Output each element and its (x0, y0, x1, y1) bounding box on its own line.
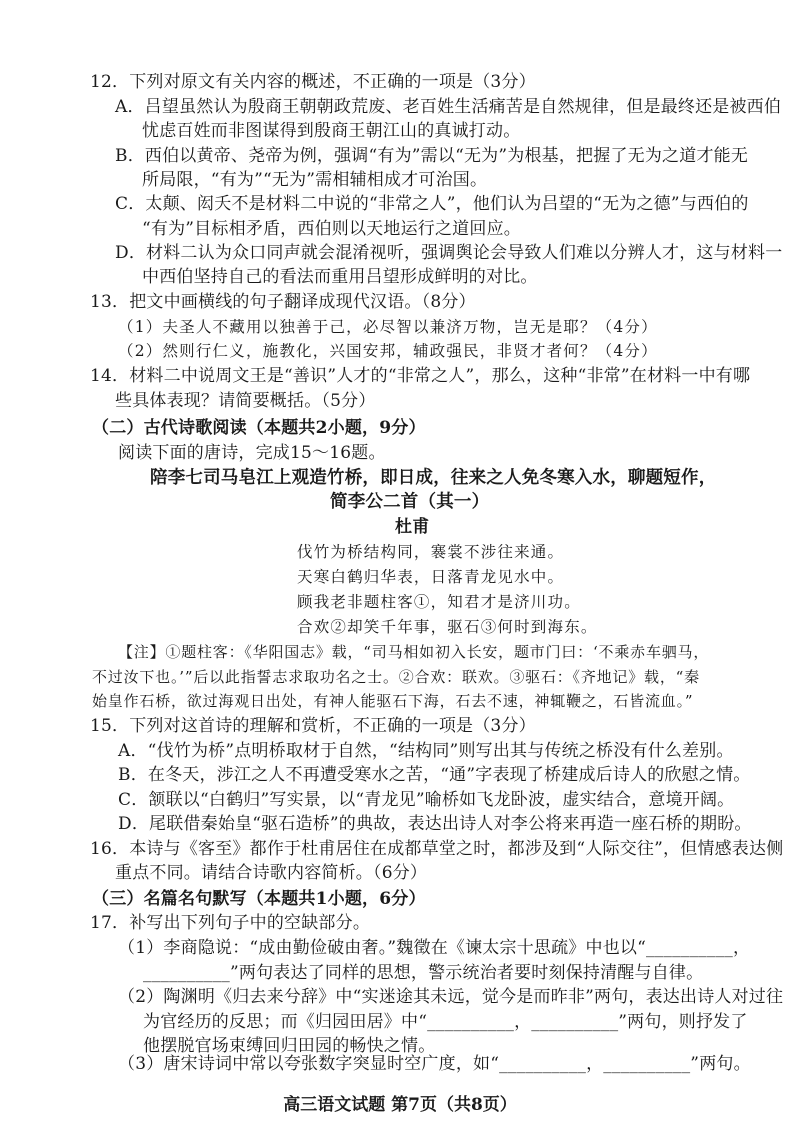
q17-item2-line1: （2）陶渊明《归去来兮辞》中“实迷途其未远，觉今是而昨非”两句，表达出诗人对过往 (118, 987, 784, 1007)
q12-option-d-line2: 中西伯坚持自己的看法而重用吕望形成鲜明的对比。 (142, 267, 538, 287)
q15-option-c: C．颔联以“白鹤归”写实景，以“青龙见”喻桥如飞龙卧波，虚实结合，意境开阔。 (118, 790, 735, 810)
q13-sentence-2: （2）然则行仁义，施教化，兴国安邦，辅政强民，非贤才者何？（4分） (118, 342, 658, 360)
q16-line2: 重点不同。请结合诗歌内容简析。（6分） (115, 863, 428, 883)
q17-item1-line1: （1）李商隐说：“成由勤俭破由奢。”魏徵在《谏太宗十思疏》中也以“__________， (118, 938, 751, 958)
poem-note-line2: 不过汝下也。’”后以此指誓志求取功名之士。②合欢：联欢。③驱石：《齐地记》载，“秦 (92, 668, 700, 686)
q12-option-b-line2: 所局限，“有为”“无为”需相辅相成才可治国。 (142, 170, 488, 190)
q12-stem: 12．下列对原文有关内容的概述，不正确的一项是（3分） (90, 72, 536, 92)
q13-sentence-1: （1）夫圣人不藏用以独善于己，必尽智以兼济万物，岂无是耶？（4分） (118, 318, 658, 336)
q12-option-d-line1: D．材料二认为众口同声就会混淆视听，强调舆论会导致人们难以分辨人才，这与材料一 (115, 243, 783, 263)
q17-item1-line2: __________”两句表达了同样的思想，警示统治者要时刻保持清醒与自律。 (143, 963, 704, 983)
poem-line-3: 顾我老非题柱客①，知君才是济川功。 (297, 593, 581, 611)
poem-note-line1: 【注】①题柱客：《华阳国志》载，“司马相如初入长安，题市门曰：‘不乘赤车驷马， (118, 643, 710, 661)
poem-line-4: 合欢②却笑千年事，驱石③何时到海东。 (297, 618, 598, 636)
q15-option-d: D．尾联借秦始皇“驱石造桥”的典故，表达出诗人对李公将来再造一座石桥的期盼。 (118, 814, 752, 834)
q12-option-c-line2: “有为”目标相矛盾，西伯则以天地运行之道回应。 (142, 219, 521, 239)
q17-item2-line2: 为官经历的反思；而《归园田居》中“__________，__________”两句，则抒发了 (143, 1012, 748, 1032)
poem-title-line2: 简李公二首（其一） (330, 492, 490, 512)
q12-option-a-line1: A．吕望虽然认为殷商王朝朝政荒废、老百姓生活痛苦是自然规律，但是最终还是被西伯 (115, 97, 782, 117)
q17-item2-line3: 他摆脱官场束缚回归田园的畅快之情。 (143, 1036, 436, 1056)
q12-option-b-line1: B．西伯以黄帝、尧帝为例，强调“有为”需以“无为”为根基，把握了无为之道才能无 (115, 146, 749, 166)
poem-line-2: 天寒白鹤归华表，日落青龙见水中。 (297, 568, 565, 586)
q15-stem: 15．下列对这首诗的理解和赏析，不正确的一项是（3分） (90, 716, 536, 736)
q16-line1: 16．本诗与《客至》都作于杜甫居住在成都草堂之时，都涉及到“人际交往”，但情感表达侧 (90, 839, 784, 859)
poetry-intro: 阅读下面的唐诗，完成15～16题。 (118, 443, 386, 463)
section-poetry-heading: （二）古代诗歌阅读（本题共2小题，9分） (92, 418, 426, 438)
q12-option-c-line1: C．太颠、闳夭不是材料二中说的“非常之人”，他们认为吕望的“无为之德”与西伯的 (115, 194, 749, 214)
q15-option-b: B．在冬天，涉江之人不再遭受寒水之苦，“通”字表现了桥建成后诗人的欣慰之情。 (118, 765, 751, 785)
q12-option-a-line2: 忧虑百姓而非图谋得到殷商王朝江山的真诚打动。 (142, 121, 521, 141)
page-footer: 高三语文试题 第7页（共8页） (283, 1095, 517, 1115)
q13-stem: 13．把文中画横线的句子翻译成现代汉语。（8分） (90, 292, 476, 312)
poem-title-line1: 陪李七司马皂江上观造竹桥，即日成，往来之人免冬寒入水，聊题短作， (150, 468, 717, 488)
q15-option-a: A．“伐竹为桥”点明桥取材于自然，“结构同”则写出其与传统之桥没有什么差别。 (118, 741, 734, 761)
section-recitation-heading: （三）名篇名句默写（本题共1小题，6分） (92, 889, 426, 909)
q14-line1: 14．材料二中说周文王是“善识”人才的“非常之人”，那么，这种“非常”在材料一中有哪 (90, 366, 751, 386)
q14-line2: 些具体表现？请简要概括。（5分） (115, 391, 376, 411)
q17-item3: （3）唐宋诗词中常以夸张数字突显时空广度，如“__________，__________”两句。 (118, 1054, 751, 1074)
q17-stem: 17．补写出下列句子中的空缺部分。 (90, 913, 371, 933)
poem-line-1: 伐竹为桥结构同，褰裳不涉往来通。 (297, 543, 565, 561)
poem-note-line3: 始皇作石桥，欲过海观日出处，有神人能驱石下海，石去不速，神辄鞭之，石皆流血。” (92, 692, 694, 710)
poem-author: 杜甫 (395, 517, 430, 537)
